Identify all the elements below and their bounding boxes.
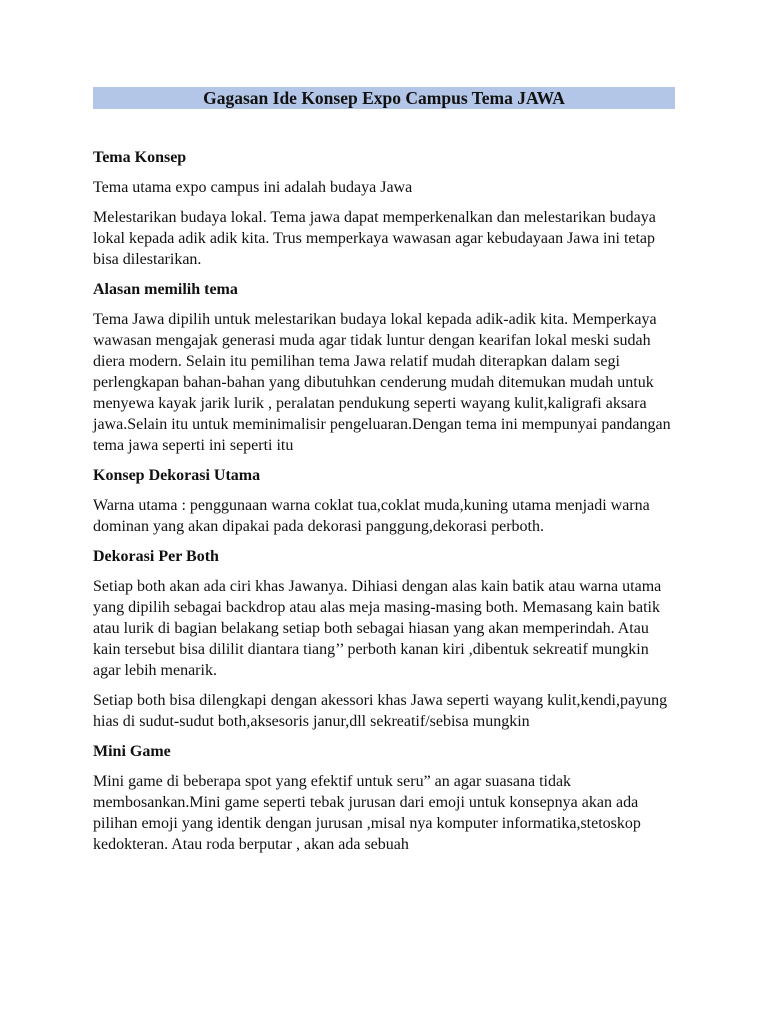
document-title: Gagasan Ide Konsep Expo Campus Tema JAWA — [93, 87, 675, 109]
paragraph: Setiap both akan ada ciri khas Jawanya. Dihiasi dengan alas kain batik atau warna utama yang dipilih sebagai backdrop atau alas meja masing-masing both. Memasang kain batik atau lurik di bagian belakang setiap both sebagai hiasan yang akan memperindah. Atau kain tersebut bisa dililit diantara tiang’’ perboth kanan kiri ,dibentuk sekreatif mungkin agar lebih menarik. — [93, 578, 662, 679]
paragraph: Mini game di beberapa spot yang efektif untuk seru” an agar suasana tidak membosankan.Mini game seperti tebak jurusan dari emoji untuk konsepnya akan ada pilihan emoji yang identik dengan jurusan ,misal nya komputer informatika,stetoskop kedokteran. Atau roda berputar , akan ada sebuah — [93, 773, 641, 853]
document-page — [93, 87, 675, 864]
heading-tema-konsep: Tema Konsep — [93, 149, 187, 166]
paragraph: Warna utama : penggunaan warna coklat tua,coklat muda,kuning utama menjadi warna dominan yang akan dipakai pada dekorasi panggung,dekorasi perboth. — [93, 497, 650, 535]
paragraph: Setiap both bisa dilengkapi dengan akessori khas Jawa seperti wayang kulit,kendi,payung hias di sudut-sudut both,aksesoris janur,dll sekreatif/sebisa mungkin — [93, 692, 668, 730]
paragraph: Tema Jawa dipilih untuk melestarikan budaya lokal kepada adik-adik kita. Memperkaya wawasan mengajak generasi muda agar tidak luntur dengan kearifan lokal meski sudah diera modern. Selain itu pemilihan tema Jawa relatif mudah diterapkan dalam segi perlengkapan bahan-bahan yang dibutuhkan cenderung mudah ditemukan mudah untuk menyewa kayak jarik lurik , peralatan pendukung seperti wayang kulit,kaligrafi aksara jawa.Selain itu untuk meminimalisir pengeluaran.Dengan tema ini mempunyai pandangan tema jawa seperti ini seperti itu — [93, 311, 671, 454]
paragraph: Tema utama expo campus ini adalah budaya Jawa — [93, 179, 413, 196]
heading-dekorasi-per-both: Dekorasi Per Both — [93, 548, 219, 565]
heading-alasan-memilih-tema: Alasan memilih tema — [93, 281, 238, 298]
heading-konsep-dekorasi-utama: Konsep Dekorasi Utama — [93, 467, 261, 484]
heading-mini-game: Mini Game — [93, 743, 171, 760]
paragraph: Melestarikan budaya lokal. Tema jawa dapat memperkenalkan dan melestarikan budaya lokal kepada adik adik kita. Trus memperkaya wawasan agar kebudayaan Jawa ini tetap bisa dilestarikan. — [93, 209, 656, 268]
